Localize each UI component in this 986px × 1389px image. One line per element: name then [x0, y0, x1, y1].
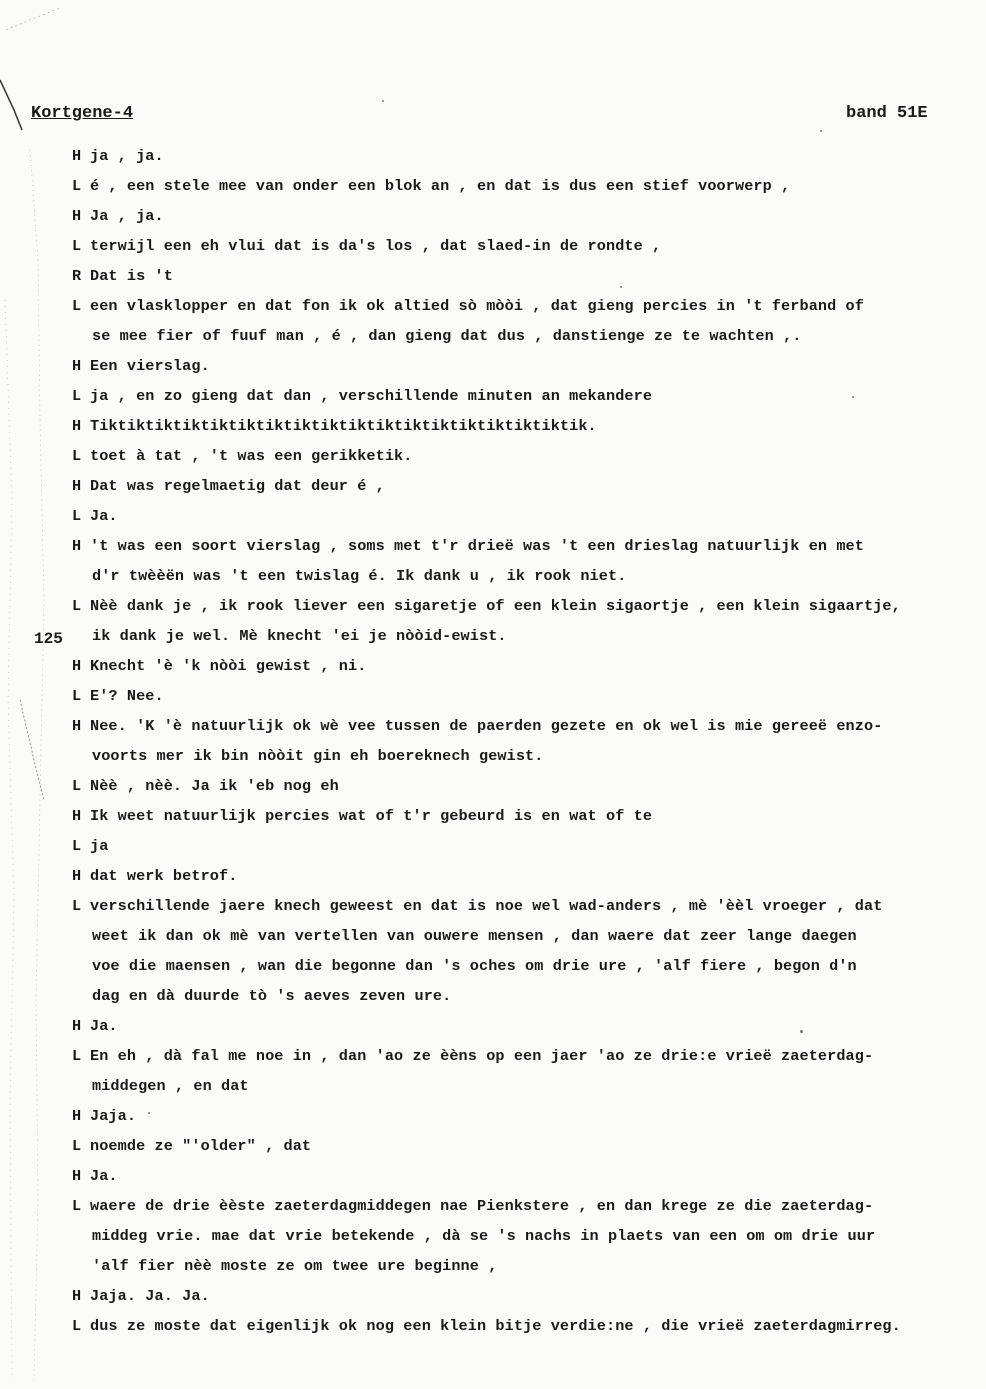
transcript-line: H dat werk betrof. [72, 867, 238, 885]
scan-speck [620, 286, 622, 288]
transcript-line: H Ja. [72, 1167, 118, 1185]
transcript-line: H Jaja. Ja. Ja. [72, 1287, 210, 1305]
transcript-line: L waere de drie èèste zaeterdagmiddegen nae Pienkstere , en dan krege ze die zaeterdag- [72, 1197, 874, 1215]
transcript-line: d'r twèèën was 't een twislag é. Ik dank u , ik rook niet. [92, 567, 627, 585]
transcript-line: ik dank je wel. Mè knecht 'ei je nòòid-ewist. [92, 627, 507, 645]
transcript-line: L noemde ze "'older" , dat [72, 1137, 312, 1155]
transcript-line: L En eh , dà fal me noe in , dan 'ao ze èèns op een jaer 'ao ze drie:e vrieë zaeterdag- [72, 1047, 874, 1065]
transcript-line: L een vlasklopper en dat fon ik ok altied sò mòòi , dat gieng percies in 't ferband of [72, 297, 864, 315]
transcript-line: H Ik weet natuurlijk percies wat of t'r gebeurd is en wat of te [72, 807, 653, 825]
transcript-line: L ja , en zo gieng dat dan , verschillende minuten an mekandere [72, 387, 653, 405]
transcript-line: middegen , en dat [92, 1077, 249, 1095]
transcript-line: se mee fier of fuuf man , é , dan gieng dat dus , danstienge ze te wachten ,. [92, 327, 802, 345]
scan-edge-marks [0, 0, 60, 1389]
scan-speck [820, 130, 822, 132]
transcript-line: L é , een stele mee van onder een blok an , en dat is dus een stief voorwerp , [72, 177, 791, 195]
transcript-line: H Jaja. [72, 1107, 137, 1125]
transcript-line: H Ja , ja. [72, 207, 164, 225]
transcript-line: H Een vierslag. [72, 357, 210, 375]
transcript-line: H Dat was regelmaetig dat deur é , [72, 477, 385, 495]
transcript-line: voorts mer ik bin nòòit gin eh boereknech gewist. [92, 747, 544, 765]
transcript-line: weet ik dan ok mè van vertellen van ouwere mensen , dan waere dat zeer lange daegen [92, 927, 857, 945]
scan-speck [800, 1030, 803, 1033]
transcript-line: L Ja. [72, 507, 118, 525]
transcript-line: 'alf fier nèè moste ze om twee ure beginne , [92, 1257, 498, 1275]
transcript-line: dag en dà duurde tò 's aeves zeven ure. [92, 987, 452, 1005]
transcript-line: H 't was een soort vierslag , soms met t'r drieë was 't een drieslag natuurlijk en met [72, 537, 864, 555]
transcript-line: H Knecht 'è 'k nòòi gewist , ni. [72, 657, 367, 675]
transcript-line: L dus ze moste dat eigenlijk ok nog een klein bitje verdie:ne , die vrieë zaeterdagmirreg. [72, 1317, 901, 1335]
transcript-line: L E'? Nee. [72, 687, 164, 705]
transcript-line: H Ja. [72, 1017, 118, 1035]
transcript-line: middeg vrie. mae dat vrie betekende , dà se 's nachs in plaets van een om om drie uur [92, 1227, 876, 1245]
transcript-line: L ja [72, 837, 109, 855]
transcript-line: R Dat is 't [72, 267, 173, 285]
scan-speck [148, 1112, 150, 1114]
transcript-line: H Tiktiktiktiktiktiktiktiktiktiktiktiktiktiktiktiktiktik. [72, 417, 597, 435]
margin-line-number: 125 [34, 630, 63, 648]
band-label: band 51E [846, 104, 928, 123]
transcript-line: H Nee. 'K 'è natuurlijk ok wè vee tussen de paerden gezete en ok wel is mie gereeë enzo- [72, 717, 883, 735]
transcript-line: L verschillende jaere knech geweest en dat is noe wel wad-anders , mè 'èèl vroeger , dat [72, 897, 883, 915]
transcript-line: L toet à tat , 't was een gerikketik. [72, 447, 413, 465]
transcript-line: L terwijl een eh vlui dat is da's los , dat slaed-in de rondte , [72, 237, 662, 255]
transcript-line: L Nèè dank je , ik rook liever een sigaretje of een klein sigaortje , een klein sigaartje, [72, 597, 901, 615]
transcript-line: H ja , ja. [72, 147, 164, 165]
transcript-line: voe die maensen , wan die begonne dan 's oches om drie ure , 'alf fiere , begon d'n [92, 957, 857, 975]
transcript-line: L Nèè , nèè. Ja ik 'eb nog eh [72, 777, 339, 795]
scan-speck [382, 100, 384, 102]
scan-speck [852, 396, 854, 398]
document-title: Kortgene-4 [31, 104, 134, 123]
